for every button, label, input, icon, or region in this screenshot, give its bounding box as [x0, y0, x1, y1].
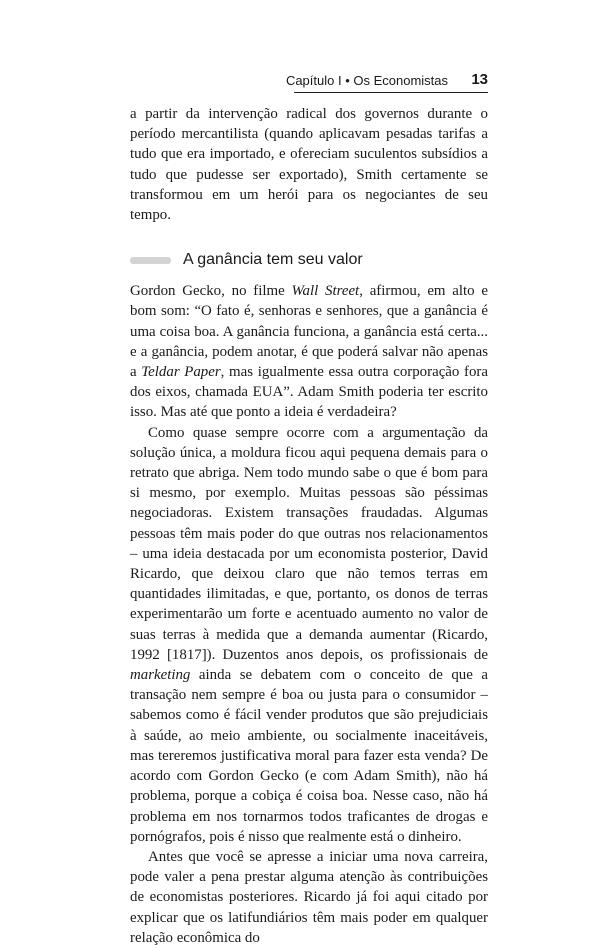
paragraph-nova-carreira: Antes que você se apresse a iniciar uma nova carreira, pode valer a pena prestar alguma atenção às contribuições de economistas posteriores. Ricardo já foi aqui citado por explicar que os latifundiários têm mais poder em qualquer relação econômica do [130, 848, 488, 946]
paragraph-gordon-gecko [130, 281, 488, 422]
section-heading [130, 248, 488, 272]
paragraph-text: ainda se debatem com o conceito de que a transação nem sempre é boa ou justa para o consumidor – sabemos como é fácil vender produtos que são prejudiciais à saúde, ao meio ambiente, ou socialmente inaceitáveis, mas tereremos justificativa moral para fazer esta venda? De acordo com Gordon Gecko (e com Adam Smith), não há problema, porque a cobiça é coisa boa. Nesse caso, não há problema em nos tornarmos todos traficantes de drogas e pornógrafos, pois é nisso que realmente está o dinheiro. [130, 667, 488, 845]
paragraph-text: Gordon Gecko, no filme [130, 283, 292, 300]
paragraph-text: , mas igualmente essa outra corporação fora dos eixos, chamada EUA”. Adam Smith poderia ter escrito isso. Mas até que ponto a ideia é verdadeira? [130, 364, 488, 421]
paragraph-continued: a partir da intervenção radical dos governos durante o período mercantilista (quando aplicavam pesadas tarifas a tudo que era importado, e ofereciam suculentos subsídios a tudo que pudesse ser exportado), Smith certamente se transformou em um herói para os negociantes de seu tempo. [130, 106, 488, 224]
section-title: A ganância tem seu valor [183, 251, 363, 269]
company-name: Teldar Paper [141, 364, 221, 381]
header-rule [294, 92, 488, 93]
page-body [130, 104, 488, 948]
film-title: Wall Street [291, 283, 360, 300]
chapter-title: Capítulo I • Os Economistas [285, 73, 448, 88]
paragraph-solucao-unica [130, 423, 488, 847]
section-heading-bar [130, 257, 171, 264]
italic-term: marketing [130, 667, 191, 684]
paragraph-text: Como quase sempre ocorre com a argumentação da solução única, a moldura ficou aqui pequena demais para o retrato que abriga. Nem todo mundo sabe o que é bom para si mesmo, por exemplo. Muitas pessoas são péssimas negociadoras. Existem transações fraudadas. Algumas pessoas têm mais poder do que outras nos relacionamentos – uma ideia destacada por um economista posterior, David Ricardo, que deixou claro que não temos terras em quantidades ilimitadas, e que, portanto, os donos de terras experimentarão um forte e acentuado aumento no valor de suas terras à medida que a demanda aumentar (Ricardo, 1992 [1817]). Duzentos anos depois, os profissionais de [130, 424, 488, 663]
page-number: 13 [471, 71, 488, 88]
running-head [130, 70, 488, 94]
paragraph-text: , afirmou, em alto e bom som: “O fato é, senhoras e senhores, que a ganância é uma coisa boa. A ganância funciona, a ganância está certa... e a ganância, podem anotar, é que poderá salvar não apenas a [130, 283, 488, 381]
